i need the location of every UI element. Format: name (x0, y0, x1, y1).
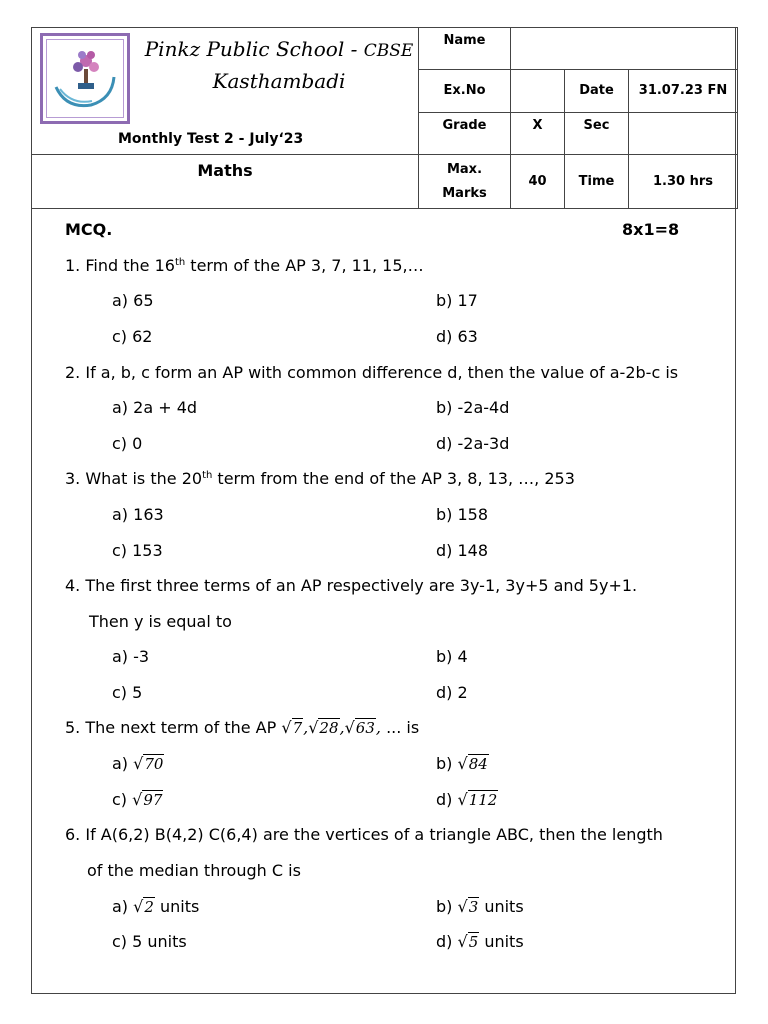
q2-option-c: c) 0 (112, 434, 143, 453)
question-6: 6. If A(6,2) B(4,2) C(6,4) are the vertices of a triangle ABC, then the length (65, 825, 663, 844)
school-name: Pinkz Public School - CBSE Kasthambadi (144, 37, 414, 93)
test-name: Monthly Test 2 - July‘23 (118, 131, 304, 147)
q6-option-b: b) √3 units (436, 897, 524, 916)
q1-option-d: d) 63 (436, 327, 478, 346)
q2-option-d: d) -2a-3d (436, 434, 510, 453)
q6-option-c: c) 5 units (112, 932, 187, 951)
q4-option-a: a) -3 (112, 647, 150, 666)
time-value: 1.30 hrs (629, 155, 738, 209)
max-marks-value: 40 (511, 155, 565, 209)
question-4: 4. The first three terms of an AP respectively are 3y-1, 3y+5 and 5y+1. (65, 576, 638, 595)
q2-option-a: a) 2a + 4d (112, 398, 198, 417)
question-2: 2. If a, b, c form an AP with common difference d, then the value of a-2b-c is (65, 363, 679, 382)
question-1: 1. Find the 16th term of the AP 3, 7, 11, 15,… (65, 256, 424, 275)
q6-option-d: d) √5 units (436, 932, 524, 951)
date-label: Date (565, 70, 629, 112)
q2-option-b: b) -2a-4d (436, 398, 510, 417)
sec-label: Sec (565, 112, 629, 154)
section-title: MCQ. (65, 220, 113, 239)
header-table (31, 27, 738, 209)
q1-option-c: c) 62 (112, 327, 153, 346)
q3-option-b: b) 158 (436, 505, 489, 524)
q6-option-a: a) √2 units (112, 897, 200, 916)
grade-value: X (511, 112, 565, 154)
sec-field (629, 112, 738, 154)
question-3: 3. What is the 20th term from the end of the AP 3, 8, 13, …, 253 (65, 469, 575, 488)
name-label: Name (419, 28, 511, 70)
school-logo (40, 33, 130, 124)
q5-option-a: a) √70 (112, 754, 164, 773)
subject: Maths (32, 155, 419, 209)
exno-field (511, 70, 565, 112)
q4-option-c: c) 5 (112, 683, 143, 702)
date-value: 31.07.23 FN (629, 70, 738, 112)
q4-option-d: d) 2 (436, 683, 468, 702)
question-4-line2: Then y is equal to (89, 612, 232, 631)
q5-option-b: b) √84 (436, 754, 488, 773)
q3-option-c: c) 153 (112, 541, 163, 560)
q1-option-b: b) 17 (436, 291, 478, 310)
name-field (511, 28, 738, 70)
section-marks: 8x1=8 (622, 220, 680, 239)
max-marks-label: Max. Marks (419, 155, 511, 209)
q4-option-b: b) 4 (436, 647, 468, 666)
q3-option-d: d) 148 (436, 541, 489, 560)
q5-option-d: d) √112 (436, 790, 498, 809)
time-label: Time (565, 155, 629, 209)
q1-option-a: a) 65 (112, 291, 154, 310)
q3-option-a: a) 163 (112, 505, 164, 524)
question-5: 5. The next term of the AP √7,√28,√63, ... is (65, 718, 420, 737)
question-6-line2: of the median through C is (87, 861, 301, 880)
exno-label: Ex.No (419, 70, 511, 112)
grade-label: Grade (419, 112, 511, 154)
school-cell (32, 28, 419, 155)
q5-option-c: c) √97 (112, 790, 163, 809)
